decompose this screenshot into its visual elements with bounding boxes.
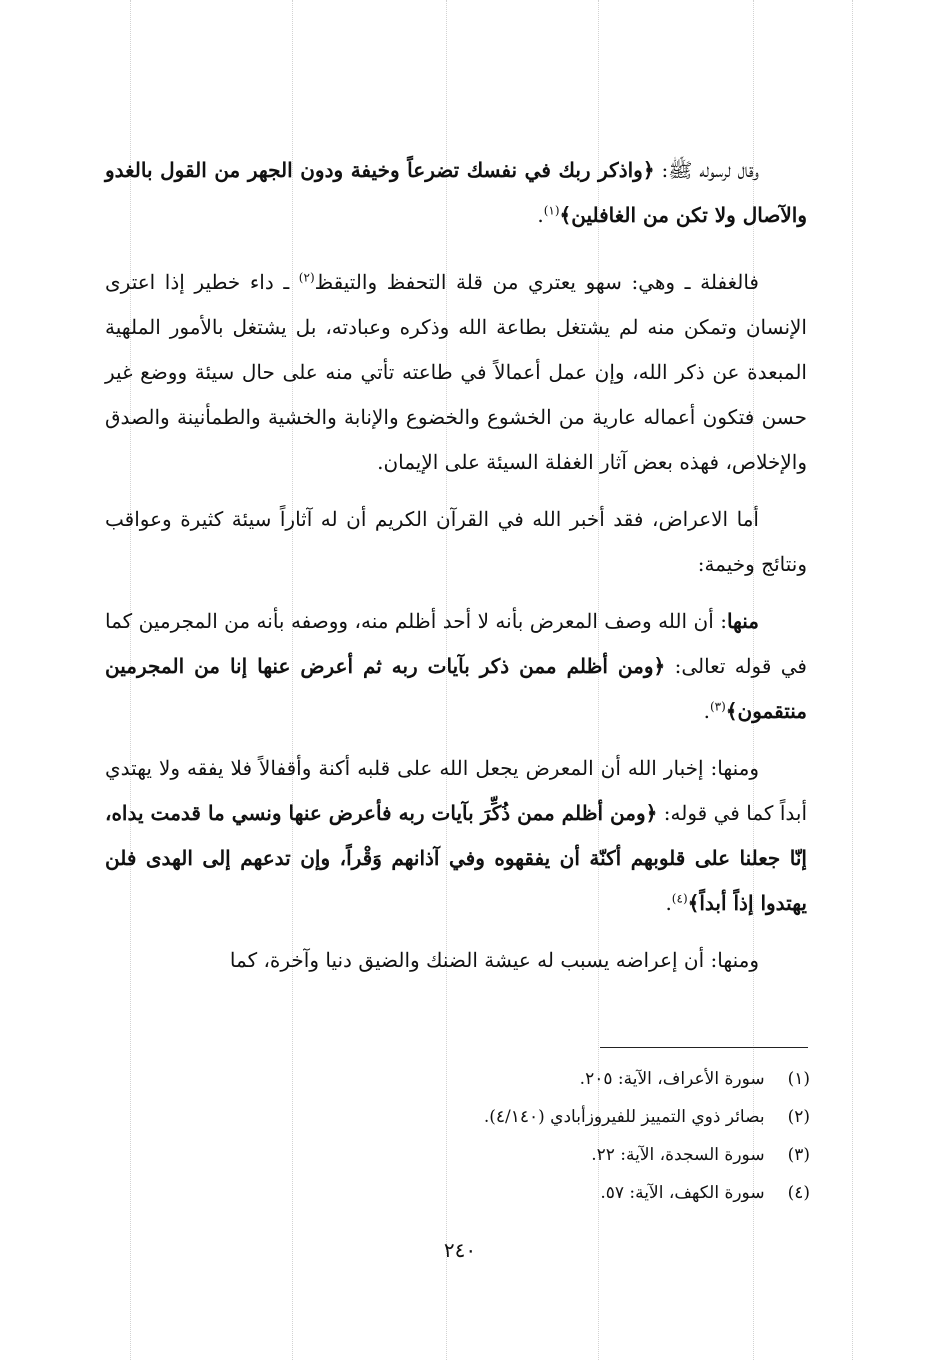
text-segment: ومنها: إخبار الله أن المعرض يجعل الله على قلبه أكنة وأقفالاً فلا يفقه ولا يهتدي أبداً كما في قوله: [105,756,808,825]
footnote [300,1060,810,1098]
main-text [105,148,807,995]
text-segment: . [537,203,544,227]
footnote-text: سورة السجدة، الآية: ٢٢. [591,1145,765,1165]
footnote-number: (٢) [787,1107,810,1127]
text-segment: منها [726,609,759,633]
footnote-ref: (١) [543,203,560,218]
paragraph [105,148,807,238]
text-segment: . [665,891,672,915]
footnote-ref: (٤) [671,891,688,906]
text-segment: : أن الله وصف المعرض بأنه لا أحد أظلم منه، ووصفه بأنه من المجرمين كما في قوله تعالى: [105,609,807,678]
paragraph [105,260,807,485]
footnote [300,1174,810,1212]
text-segment: . [703,699,710,723]
text-segment: ﴿واذكر ربك في نفسك تضرعاً وخيفة ودون الجهر من القول بالغدو والآصال ولا تكن من الغافلين﴾ [105,158,807,227]
page-number: ٢٤٠ [443,1238,477,1262]
footnote-text: سورة الأعراف، الآية: ٢٠٥. [579,1069,765,1089]
footnote-ref: (٢) [298,270,315,285]
footnotes [300,1060,810,1212]
paragraph [105,938,807,983]
footnote-divider [600,1047,808,1048]
footnote [300,1098,810,1136]
paragraph [105,497,807,587]
footnote [300,1136,810,1174]
paragraph [105,746,807,926]
paragraph [105,599,807,734]
footnote-number: (٣) [787,1145,810,1165]
text-segment: أما الاعراض، فقد أخبر الله في القرآن الكريم أن له آثاراً سيئة كثيرة وعواقب ونتائج وخيمة: [105,507,807,576]
scan-line [852,0,853,1360]
text-segment: ﴿ومن أظلم ممن ذُكِّرَ بآيات ربه فأعرض عنها ونسي ما قدمت يداه، إنّا جعلنا على قلوبهم أكنّة أن يفقهوه وفي آذانهم وَقْراً، وإن تدعهم إلى الهدى فلن يهتدوا إذاً أبداً﴾ [105,801,807,915]
footnote-number: (٤) [787,1183,810,1203]
footnote-text: بصائر ذوي التمييز للفيروزأبادي (٤/١٤٠). [483,1107,765,1127]
footnote-number: (١) [787,1069,810,1089]
footnote-text: سورة الكهف، الآية: ٥٧. [600,1183,765,1203]
text-segment: وقال لرسوله ﷺ: [654,158,759,182]
footnote-ref: (٣) [709,699,726,714]
text-segment: ﴿ومن أظلم ممن ذكر بآيات ربه ثم أعرض عنها إنا من المجرمين منتقمون﴾ [105,654,807,723]
text-segment: فالغفلة ـ وهي: سهو يعتري من قلة التحفظ والتيقظ [314,270,759,294]
text-segment: ومنها: أن إعراضه يسبب له عيشة الضنك والضيق دنيا وآخرة، كما [229,948,759,972]
text-segment: ـ داء خطير إذا اعترى الإنسان وتمكن منه لم يشتغل بطاعة الله وذكره وعبادته، بل يشتغل بالأمور الملهية المبعدة عن ذكر الله، وإن عمل أعمالاً في طاعته تأتي منه على حال سيئة ووضع غير حسن فتكون أعماله عارية من الخشوع والخضوع والإنابة والخشية والطمأنينة والصدق والإخلاص، فهذه بعض آثار الغفلة السيئة على الإيمان. [105,270,807,474]
